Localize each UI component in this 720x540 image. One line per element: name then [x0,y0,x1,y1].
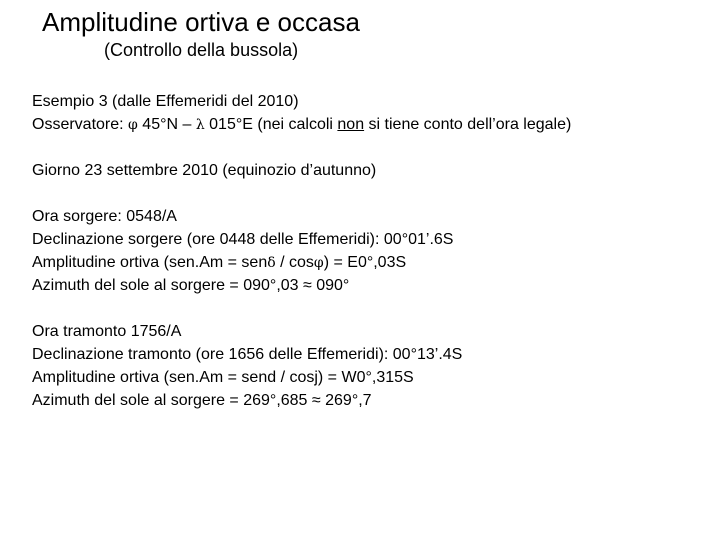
sunrise-declination: Declinazione sorgere (ore 0448 delle Effemeridi): 00°01’.6S [32,231,454,248]
phi-symbol: φ [128,117,138,133]
page-subtitle: (Controllo della bussola) [104,40,299,60]
sunrise-azimuth: Azimuth del sole al sorgere = 090°,03 ≈ 090° [32,277,350,294]
observer-label: Osservatore: [32,116,129,133]
example-content [32,90,702,412]
observer-latitude: 45°N – [137,116,196,133]
sunset-time: Ora tramonto 1756/A [32,323,182,340]
example-heading: Esempio 3 (dalle Effemeridi del 2010) [32,93,299,110]
sunset-amplitude: Amplitudine ortiva (sen.Am = send / cosj) = W0°,315S [32,369,414,386]
observer-underlined-word: non [337,116,365,133]
sunrise-amplitude-suffix: ) = E0°,03S [323,254,407,271]
sunrise-amplitude-middle: / cos [275,254,314,271]
sunset-declination: Declinazione tramonto (ore 1656 delle Effemeridi): 00°13’.4S [32,346,463,363]
phi-symbol-2: φ [313,255,324,271]
sunrise-amplitude [32,251,702,274]
sunrise-time: Ora sorgere: 0548/A [32,208,177,225]
observer-longitude: 015°E (nei calcoli [204,116,338,133]
delta-symbol: δ [267,255,276,271]
page-title: Amplitudine ortiva e occasa [42,7,360,37]
day-line: Giorno 23 settembre 2010 (equinozio d’autunno) [32,162,377,179]
observer-suffix: si tiene conto dell’ora legale) [364,116,572,133]
observer-line [32,113,702,136]
lambda-symbol: λ [195,117,205,133]
sunset-azimuth: Azimuth del sole al sorgere = 269°,685 ≈ 269°,7 [32,392,372,409]
sunrise-amplitude-prefix: Amplitudine ortiva (sen.Am = sen [32,254,268,271]
